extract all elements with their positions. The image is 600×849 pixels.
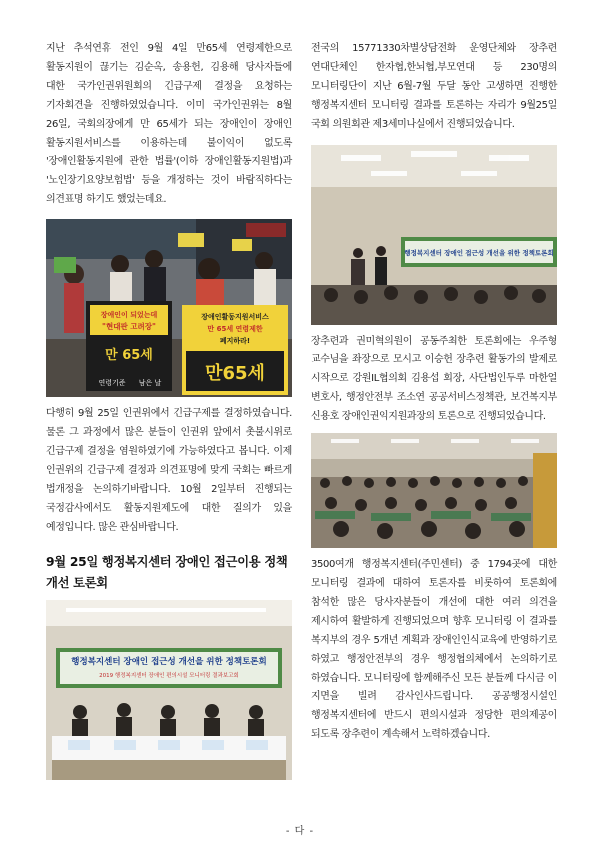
sign-text: 만 65세 [105,348,153,364]
sign-text: 만 65세 연령제한 [207,325,263,334]
page-number: - 다 - [285,826,315,837]
left-column [46,40,292,788]
right-column [311,40,557,745]
banner-title: 행정복지센터 장애인 접근성 개선을 위한 정책토론회 [404,248,554,257]
protest-photo [46,219,292,397]
sign-text: 연령기준 [98,379,126,388]
protest-sign-left [86,301,172,391]
sign-text: 장애인활동지원서비스 [201,313,269,322]
sign-text: "현대판 고려장" [102,322,156,332]
section-heading: 9월 25일 행정복지센터 장애인 접근이용 정책개선 토론회 [46,554,288,590]
forum-panel-photo [46,600,292,780]
sign-text: 만65세 [205,363,265,385]
sign-text: 폐지하라! [219,337,251,346]
sign-text: 남은 날 [138,379,162,388]
article-paragraph: 지난 추석연휴 전인 9월 4일 만65세 연령제한으로 활동지원이 끊기는 김순옥, 송용헌, 김용해 당사자들에 대한 국가인권위원회의 긴급구제 결정을 요청하는 기자회견을 진행하였었습니다. 이미 국가인권위는 8월 26일, 국회의장에게 만 65세가 되는 장애인이 장애인 활동지원서비스를 이용하는데 불이익이 없도록 '장애인활동지원에 관한 법률'(이하 장애인활동지원법)과 '노인장기요양보험법' 등을 개정하는 것이 바람직하다는 의견표명 하기도 했었는데요. [46,43,292,206]
article-paragraph: 다행히 9월 25일 인권위에서 긴급구제를 결정하였습니다. 물론 그 과정에서 많은 분들이 인권위 앞에서 촛불시위로 긴급구제 결정을 염원하였기에 가능하였다고 봅니다. 이제 인권위의 긴급구제 결정과 의견표명에 맞게 국회는 빠르게 법개정을 논의하기바랍니다. 10월 2일부터 진행되는 국정감사에서도 활동지원제도에 대한 질의가 있을 예정입니다. 많은 관심바랍니다. [46,408,292,533]
protest-sign-right [182,305,288,395]
sign-text: 장애인이 되었는데 [100,311,158,320]
article-paragraph: 장추련과 권미혁의원이 공동주최한 토론회에는 우주형 교수님을 좌장으로 모시고 이승헌 장추련 활동가의 발제로 시작으로 강원IL협의회 김용섭 회장, 사단법인두루 마한얼 변호사, 행정안전부 조소연 공공서비스정책관, 보건복지부 신용호 장애인권익지원과장의 토론으로 진행되었습니다. [311,335,557,423]
article-paragraph: 전국의 15771330차별상담전화 운영단체와 장추련 연대단체인 한자협,한뇌협,부모연대 등 230명의 모니터링단이 지난 6월-7월 두달 동안 고생하면 진행한 행정복지센터 모니터링 결과를 토론하는 자리가 9월25일 국회 의원회관 제3세미나실에서 진행되었습니다. [311,43,557,130]
audience-photo [311,433,557,548]
article-paragraph: 3500여개 행정복지센터(주민센터) 중 1794곳에 대한 모니터링 결과에 대하여 토론자를 비롯하여 토론회에 참석한 많은 당사자분들이 개선에 대한 여러 의견을 제시하여 활발하게 진행되었으며 향후 모니터링 이 결과를 복지부의 경우 5개년 계획과 장애인인식교육에 반영하기로 하였고 행정안전부의 경우 행정협의체에서 논의하기로 하였습니다. 모니터링에 함께해주신 모든 분들께 다시금 이 지면을 빌려 감사인사드립니다. 공공행정시설인 행정복지센터에 반드시 편의시설과 정당한 편의제공이 되도록 장추련이 계속해서 노력하겠습니다. [311,559,557,741]
banner-subtitle: 2019 행정복지센터 장애인 편의시설 모니터링 결과보고회 [99,672,239,679]
banner-title: 행정복지센터 장애인 접근성 개선을 위한 정책토론회 [71,656,267,667]
seminar-hall-photo [311,145,557,325]
